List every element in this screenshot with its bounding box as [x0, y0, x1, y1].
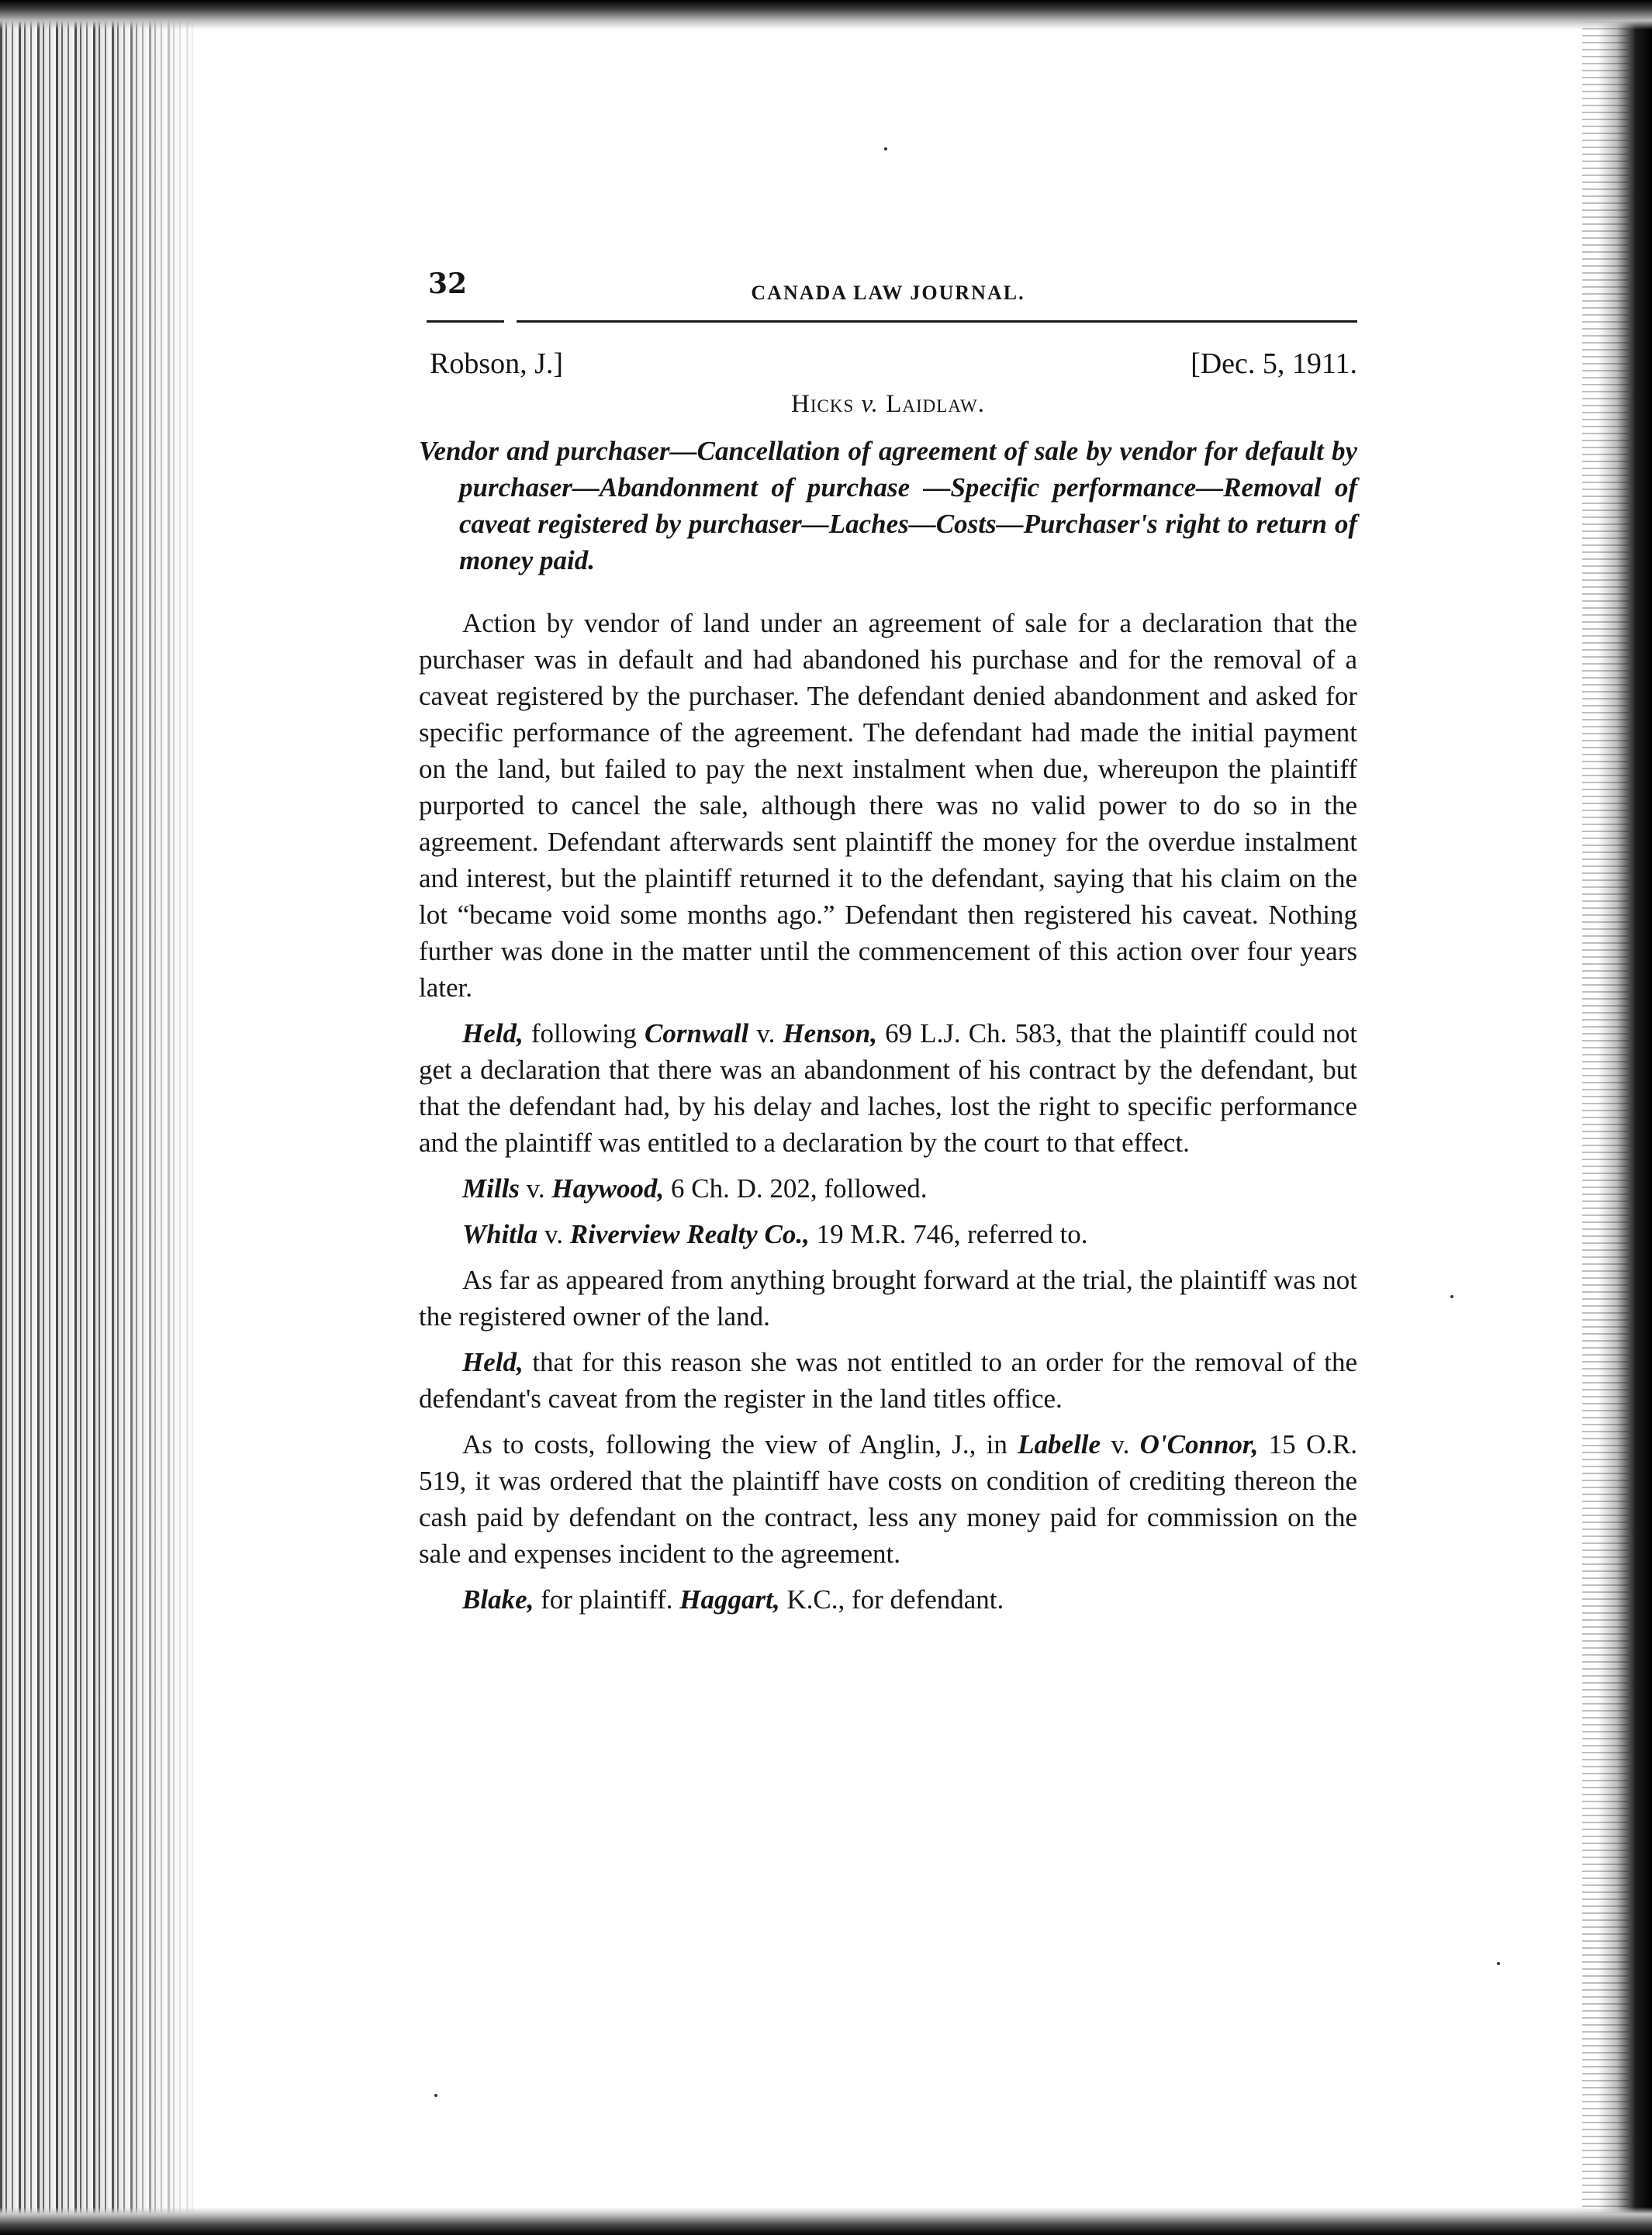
held-label: Held, [462, 1347, 524, 1377]
text-span: that for this reason she was not entitled to an order for the removal of the defendant's caveat from the register in the land titles office. [419, 1347, 1358, 1414]
case-name: Labelle [1018, 1429, 1101, 1459]
page-edge-texture [1582, 0, 1629, 2235]
paragraph-costs [419, 1426, 1357, 1572]
case-title [419, 390, 1357, 419]
running-head [419, 260, 1357, 306]
binding-fade [109, 0, 202, 2235]
case-name: Haywood, [551, 1173, 665, 1204]
counsel-name: Haggart, [679, 1584, 780, 1615]
paragraph-citation-2 [419, 1216, 1357, 1252]
text-span: v. [1111, 1429, 1130, 1459]
scan-speck [1497, 1962, 1500, 1965]
paragraph-counsel [419, 1581, 1357, 1618]
held-label: Held, [462, 1018, 524, 1048]
case-name: Whitla [462, 1219, 538, 1249]
text-span: 15 O.R. 519, it was ordered that the plaintiff have costs on condition of crediting thereon the cash paid by defendant on the contract, less any money paid for commission on the sale and expenses incident to the agreement. [419, 1429, 1358, 1569]
decision-date: [Dec. 5, 1911. [1191, 347, 1357, 380]
scan-speck [434, 2094, 437, 2097]
case-name: Cornwall [645, 1018, 749, 1048]
text-span: v. [756, 1018, 776, 1048]
text-span: v. [526, 1173, 545, 1204]
judge-name: Robson, J.] [430, 347, 564, 380]
page-content [419, 260, 1357, 1618]
case-defendant: Laidlaw. [886, 390, 985, 418]
paragraph-facts: Action by vendor of land under an agreement of sale for a declaration that the purchaser was in default and had abandoned his purchase and for the removal of a caveat registered by the purchaser. The defendant denied abandonment and asked for specific performance of the agreement. The defendant had made the initial payment on the land, but failed to pay the next instalment when due, whereupon the plaintiff purported to cancel the sale, although there was no valid power to do so in the agreement. Defendant afterwards sent plaintiff the money for the overdue instalment and interest, but the plaintiff returned it to the defendant, saying that his claim on the lot “became void some months ago.” Defendant then registered his caveat. Nothing further was done in the matter until the commencement of this action over four years later. [419, 608, 1357, 1003]
page-edge-top [0, 0, 1652, 29]
text-span: for plaintiff. [541, 1584, 673, 1615]
case-name: Riverview Realty Co., [569, 1219, 810, 1249]
counsel-name: Blake, [462, 1584, 534, 1615]
paragraph-held-1 [419, 1015, 1357, 1161]
header-rule-gap [504, 319, 517, 325]
header-rule [427, 320, 1357, 323]
paragraph-ownership: As far as appeared from anything brought forward at the trial, the plaintiff was not the registered owner of the land. [419, 1265, 1357, 1332]
case-name: O'Connor, [1139, 1429, 1259, 1459]
page-number: 32 [428, 268, 468, 300]
text-span: following [531, 1018, 637, 1048]
text-span: 69 L.J. Ch. 583, that the plaintiff could not get a declaration that there was an abandonment of his contract by the defendant, but that the defendant had, by his delay and laches, lost the right to specific performance and the plaintiff was entitled to a declaration by the court to that effect. [419, 1018, 1358, 1158]
judgment-body [419, 605, 1357, 1618]
scan-speck [884, 147, 887, 150]
paragraph-citation-1 [419, 1170, 1357, 1207]
court-line [419, 347, 1357, 390]
text-span: 19 M.R. 746, referred to. [816, 1219, 1088, 1249]
case-plaintiff: Hicks [791, 390, 855, 418]
text-span: K.C., for defendant. [786, 1584, 1004, 1615]
scan-speck [1450, 1295, 1453, 1298]
case-versus: v. [861, 390, 879, 418]
text-span: 6 Ch. D. 202, followed. [671, 1173, 928, 1204]
paragraph-held-2 [419, 1344, 1357, 1417]
case-name: Mills [462, 1173, 520, 1204]
text-span: As to costs, following the view of Anglin, J., in [462, 1429, 1007, 1459]
journal-title: CANADA LAW JOURNAL. [751, 282, 1025, 304]
case-name: Henson, [783, 1018, 877, 1048]
text-span: v. [544, 1219, 563, 1249]
page-edge-bottom [0, 2207, 1652, 2235]
headnote: Vendor and purchaser—Cancellation of agreement of sale by vendor for default by purchaser—Abandonment of purchase —Specific performance—Removal of caveat registered by purchaser—Laches—Costs—Purchaser's right to return of money paid. [419, 436, 1357, 575]
